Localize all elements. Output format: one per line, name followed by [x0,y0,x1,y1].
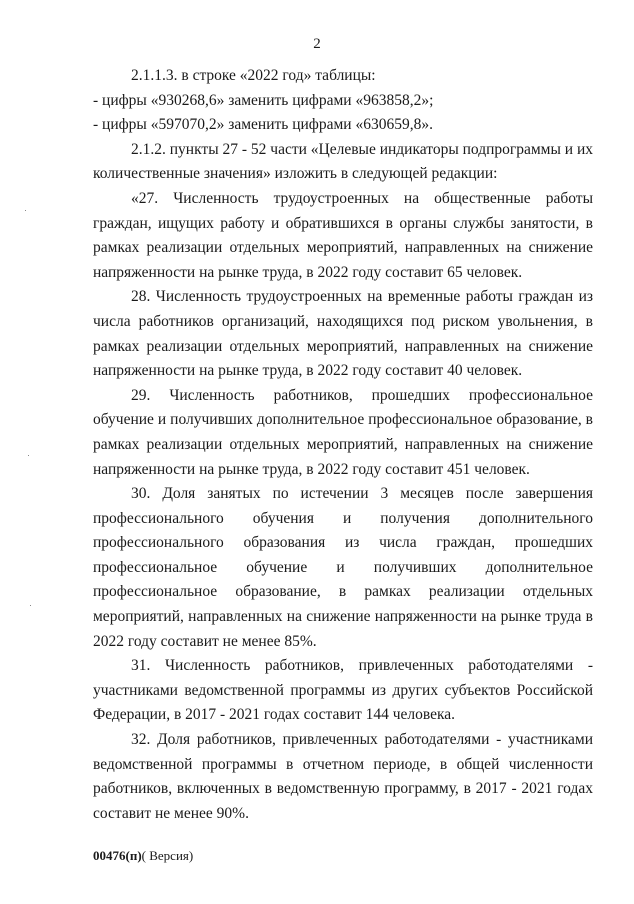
paragraph-2-1-2: 2.1.2. пункты 27 - 52 части «Целевые индикаторы подпрограммы и их количественные значения» изложить в следующей редакции: [93,140,593,183]
paragraph-item-29: 29. Численность работников, прошедших профессиональное обучение и получивших дополнительное профессиональное образование, в рамках реализации отдельных мероприятий, направленных на снижение напряженности на рынке труда, в 2022 году составит 451 человек. [93,386,593,478]
paragraph-replace-2: - цифры «597070,2» заменить цифрами «630659,8». [93,116,433,134]
paragraph-item-31: 31. Численность работников, привлеченных работодателями - участниками ведомственной программы из других субъектов Российской Федерации, в 2017 - 2021 годах составит 144 человека. [93,657,593,724]
paragraph-item-28: 28. Численность трудоустроенных на временные работы граждан из числа работников организаций, находящихся под риском увольнения, в рамках реализации отдельных мероприятий, направленных на снижение напряженности на рынке труда, в 2022 году составит 40 человек. [93,288,593,380]
document-body [93,64,593,826]
scan-speck [30,605,31,606]
document-version: ( Версия) [141,848,194,863]
paragraph-item-27: «27. Численность трудоустроенных на общественные работы граждан, ищущих работу и обратившихся в органы службы занятости, в рамках реализации отдельных мероприятий, направленных на снижение напряженности на рынке труда, в 2022 году составит 65 человек. [93,189,593,281]
document-code: 00476(п) [93,848,142,863]
scan-speck [25,210,26,211]
paragraph-item-32: 32. Доля работников, привлеченных работодателями - участниками ведомственной программы в отчетном периоде, в общей численности работников, включенных в ведомственную программу, в 2017 - 2021 годах составит не менее 90%. [93,731,593,822]
paragraph-item-30: 30. Доля занятых по истечении 3 месяцев после завершения профессионального обучения и получения дополнительного профессионального образования из числа граждан, прошедших профессиональное обучение и получивших дополнительное профессиональное образование, в рамках реализации отдельных мероприятий, направленных на снижение напряженности на рынке труда в 2022 году составит не менее 85%. [93,485,593,650]
paragraph-replace-1: - цифры «930268,6» заменить цифрами «963858,2»; [93,91,434,109]
scan-speck [28,455,29,456]
page-number: 2 [313,36,321,52]
document-footer [93,848,193,864]
paragraph-2-1-1-3: 2.1.1.3. в строке «2022 год» таблицы: [131,67,376,84]
